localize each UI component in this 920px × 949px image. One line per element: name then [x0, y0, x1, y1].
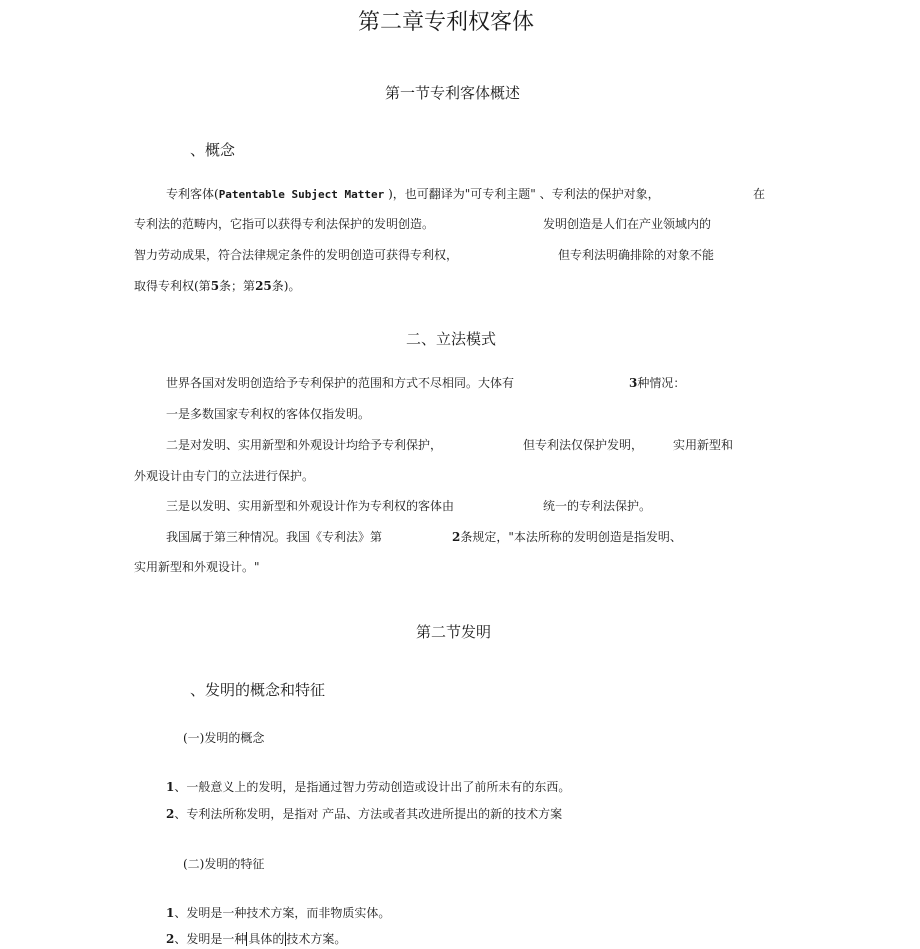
- list-number: 1: [166, 906, 175, 920]
- text: 、发明是一种技术方案，而非物质实体。: [174, 906, 391, 920]
- paragraph-line: 专利法的范畴内，它指可以获得专利法保护的发明创造。: [134, 217, 435, 231]
- list-number: 2: [166, 932, 175, 946]
- list-item: [166, 778, 570, 795]
- paragraph-line: [134, 277, 300, 294]
- text: 2: [452, 530, 461, 544]
- list-item: [166, 805, 562, 822]
- paragraph-line: 在: [753, 187, 766, 201]
- text: 、发明是一种: [174, 932, 247, 946]
- paragraph-line: 三是以发明、实用新型和外观设计作为专利权的客体由: [166, 499, 455, 513]
- paragraph-line: 实用新型和外观设计。": [134, 560, 260, 574]
- text: Patentable Subject Matter: [218, 188, 385, 201]
- paragraph-line: 一是多数国家专利权的客体仅指发明。: [166, 407, 371, 421]
- paragraph-line: 外观设计由专门的立法进行保护。: [134, 469, 315, 483]
- text: 、专利法所称发明，是指对 产品、方法或者其改进所提出的新的技术方案: [174, 807, 563, 821]
- subsection-heading: 、概念: [190, 141, 236, 159]
- paragraph-line: [629, 374, 685, 391]
- text: 取得专利权(第: [134, 279, 211, 293]
- paragraph-line: 实用新型和: [673, 438, 734, 452]
- paragraph-line: 统一的专利法保护。: [543, 499, 652, 513]
- subsection-heading: 二、立法模式: [406, 330, 497, 348]
- list-number: 1: [166, 780, 175, 794]
- paragraph-line: 世界各国对发明创造给予专利保护的范围和方式不尽相同。大体有: [166, 376, 515, 390]
- text: 3: [629, 376, 638, 390]
- list-number: 2: [166, 807, 175, 821]
- section-heading: 第二节发明: [416, 623, 492, 641]
- text: 条；第: [219, 279, 256, 293]
- paragraph-line: 发明创造是人们在产业领域内的: [543, 217, 712, 231]
- boxed-text: 具体的: [248, 932, 285, 946]
- section-heading: 第一节专利客体概述: [385, 84, 521, 102]
- text: 技术方案。: [286, 932, 347, 946]
- text: 专利客体(: [166, 187, 219, 201]
- text: 条)。: [271, 279, 301, 293]
- sub-heading: (二)发明的特征: [183, 857, 265, 871]
- text: 25: [255, 279, 272, 293]
- text: 条规定，"本法所称的发明创造是指发明、: [460, 530, 682, 544]
- paragraph-line: 智力劳动成果，符合法律规定条件的发明创造可获得专利权，: [134, 248, 459, 262]
- list-item: [166, 930, 346, 947]
- paragraph-line: 但专利法仅保护发明，: [523, 438, 644, 452]
- list-item: [166, 904, 390, 921]
- paragraph-line: 我国属于第三种情况。我国《专利法》第: [166, 530, 383, 544]
- text: 种情况：: [637, 376, 686, 390]
- paragraph-line: 但专利法明确排除的对象不能: [558, 248, 715, 262]
- sub-heading: (一)发明的概念: [183, 731, 265, 745]
- chapter-title: 第二章专利权客体: [358, 10, 535, 35]
- paragraph-line: [452, 528, 682, 545]
- paragraph-line: 二是对发明、实用新型和外观设计均给予专利保护，: [166, 438, 443, 452]
- paragraph-line: [166, 185, 660, 202]
- text: )，也可翻译为"可专利主题" 、专利法的保护对象，: [384, 187, 660, 201]
- text: 5: [210, 279, 220, 293]
- text: 、一般意义上的发明，是指通过智力劳动创造或设计出了前所未有的东西。: [174, 780, 571, 794]
- subsection-heading: 、发明的概念和特征: [190, 681, 326, 699]
